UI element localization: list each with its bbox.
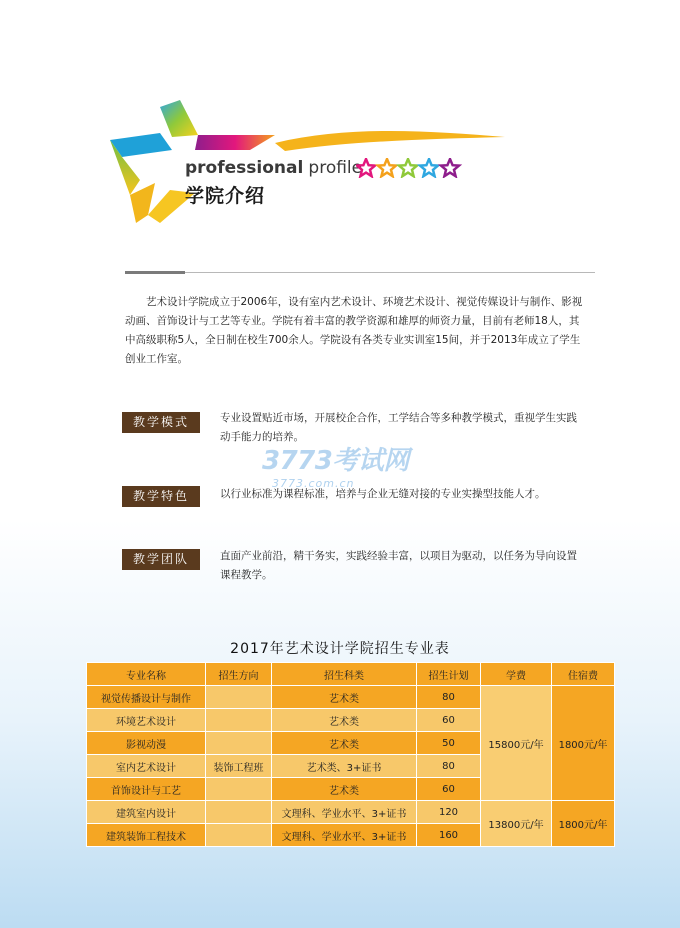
direction-cell — [206, 824, 272, 847]
table-header-row — [87, 663, 615, 686]
rating-stars-icon — [356, 158, 466, 178]
tuition-cell: 13800元/年 — [481, 801, 552, 847]
direction-cell — [206, 709, 272, 732]
category-cell: 艺术类、3+证书 — [272, 755, 417, 778]
category-cell: 艺术类 — [272, 686, 417, 709]
direction-cell — [206, 732, 272, 755]
direction-cell — [206, 801, 272, 824]
major-name: 建筑室内设计 — [87, 801, 206, 824]
page-title: 学院介绍 — [185, 185, 266, 207]
lodging-cell: 1800元/年 — [552, 801, 615, 847]
category-cell: 艺术类 — [272, 709, 417, 732]
header-category: 招生科类 — [272, 663, 417, 686]
plan-cell: 60 — [417, 709, 481, 732]
plan-cell: 80 — [417, 755, 481, 778]
major-name: 建筑装饰工程技术 — [87, 824, 206, 847]
direction-cell: 装饰工程班 — [206, 755, 272, 778]
teaching-features-text: 以行业标准为课程标准，培养与企业无缝对接的专业实操型技能人才。 — [220, 488, 546, 500]
profile-heading — [185, 158, 362, 178]
teaching-mode-text: 专业设置贴近市场，开展校企合作，工学结合等多种教学模式，重视学生实践动手能力的培养。 — [220, 412, 577, 443]
plan-cell: 80 — [417, 686, 481, 709]
plan-cell: 60 — [417, 778, 481, 801]
divider — [125, 272, 595, 273]
direction-cell — [206, 778, 272, 801]
table-title: 2017年艺术设计学院招生专业表 — [230, 641, 450, 657]
watermark-url: 3773.com.cn — [272, 477, 355, 490]
header-plan: 招生计划 — [417, 663, 481, 686]
teaching-team-text: 直面产业前沿，精干务实，实践经验丰富，以项目为驱动，以任务为导向设置课程教学。 — [220, 550, 577, 581]
category-cell: 艺术类 — [272, 778, 417, 801]
header-lodging: 住宿费 — [552, 663, 615, 686]
plan-cell: 160 — [417, 824, 481, 847]
direction-cell — [206, 686, 272, 709]
tuition-cell: 15800元/年 — [481, 686, 552, 801]
category-cell: 文理科、学业水平、3+证书 — [272, 801, 417, 824]
divider-accent — [125, 271, 185, 274]
heading-en-light: profile — [308, 158, 363, 178]
tag-teaching-team: 教学团队 — [122, 549, 200, 570]
enrollment-table — [86, 662, 615, 847]
plan-cell: 50 — [417, 732, 481, 755]
major-name: 环境艺术设计 — [87, 709, 206, 732]
major-name: 影视动漫 — [87, 732, 206, 755]
category-cell: 文理科、学业水平、3+证书 — [272, 824, 417, 847]
tag-teaching-mode: 教学模式 — [122, 412, 200, 433]
lodging-cell: 1800元/年 — [552, 686, 615, 801]
header-tuition: 学费 — [481, 663, 552, 686]
major-name: 视觉传播设计与制作 — [87, 686, 206, 709]
watermark — [262, 440, 409, 490]
heading-en-bold: professional — [185, 158, 304, 178]
plan-cell: 120 — [417, 801, 481, 824]
major-name: 首饰设计与工艺 — [87, 778, 206, 801]
tag-teaching-features: 教学特色 — [122, 486, 200, 507]
header-direction: 招生方向 — [206, 663, 272, 686]
table-row — [87, 686, 615, 709]
category-cell: 艺术类 — [272, 732, 417, 755]
major-name: 室内艺术设计 — [87, 755, 206, 778]
table-row — [87, 801, 615, 824]
intro-paragraph: 艺术设计学院成立于2006年，设有室内艺术设计、环境艺术设计、视觉传媒设计与制作、影视动画、首饰设计与工艺等专业。学院有着丰富的教学资源和雄厚的师资力量，目前有老师18人，其中高级职称5人，全日制在校生700余人。学院设有各类专业实训室15间，并于2013年成立了学生创业工作室。 — [125, 296, 583, 365]
watermark-main: 3773考试网 — [262, 446, 409, 476]
header-major: 专业名称 — [87, 663, 206, 686]
